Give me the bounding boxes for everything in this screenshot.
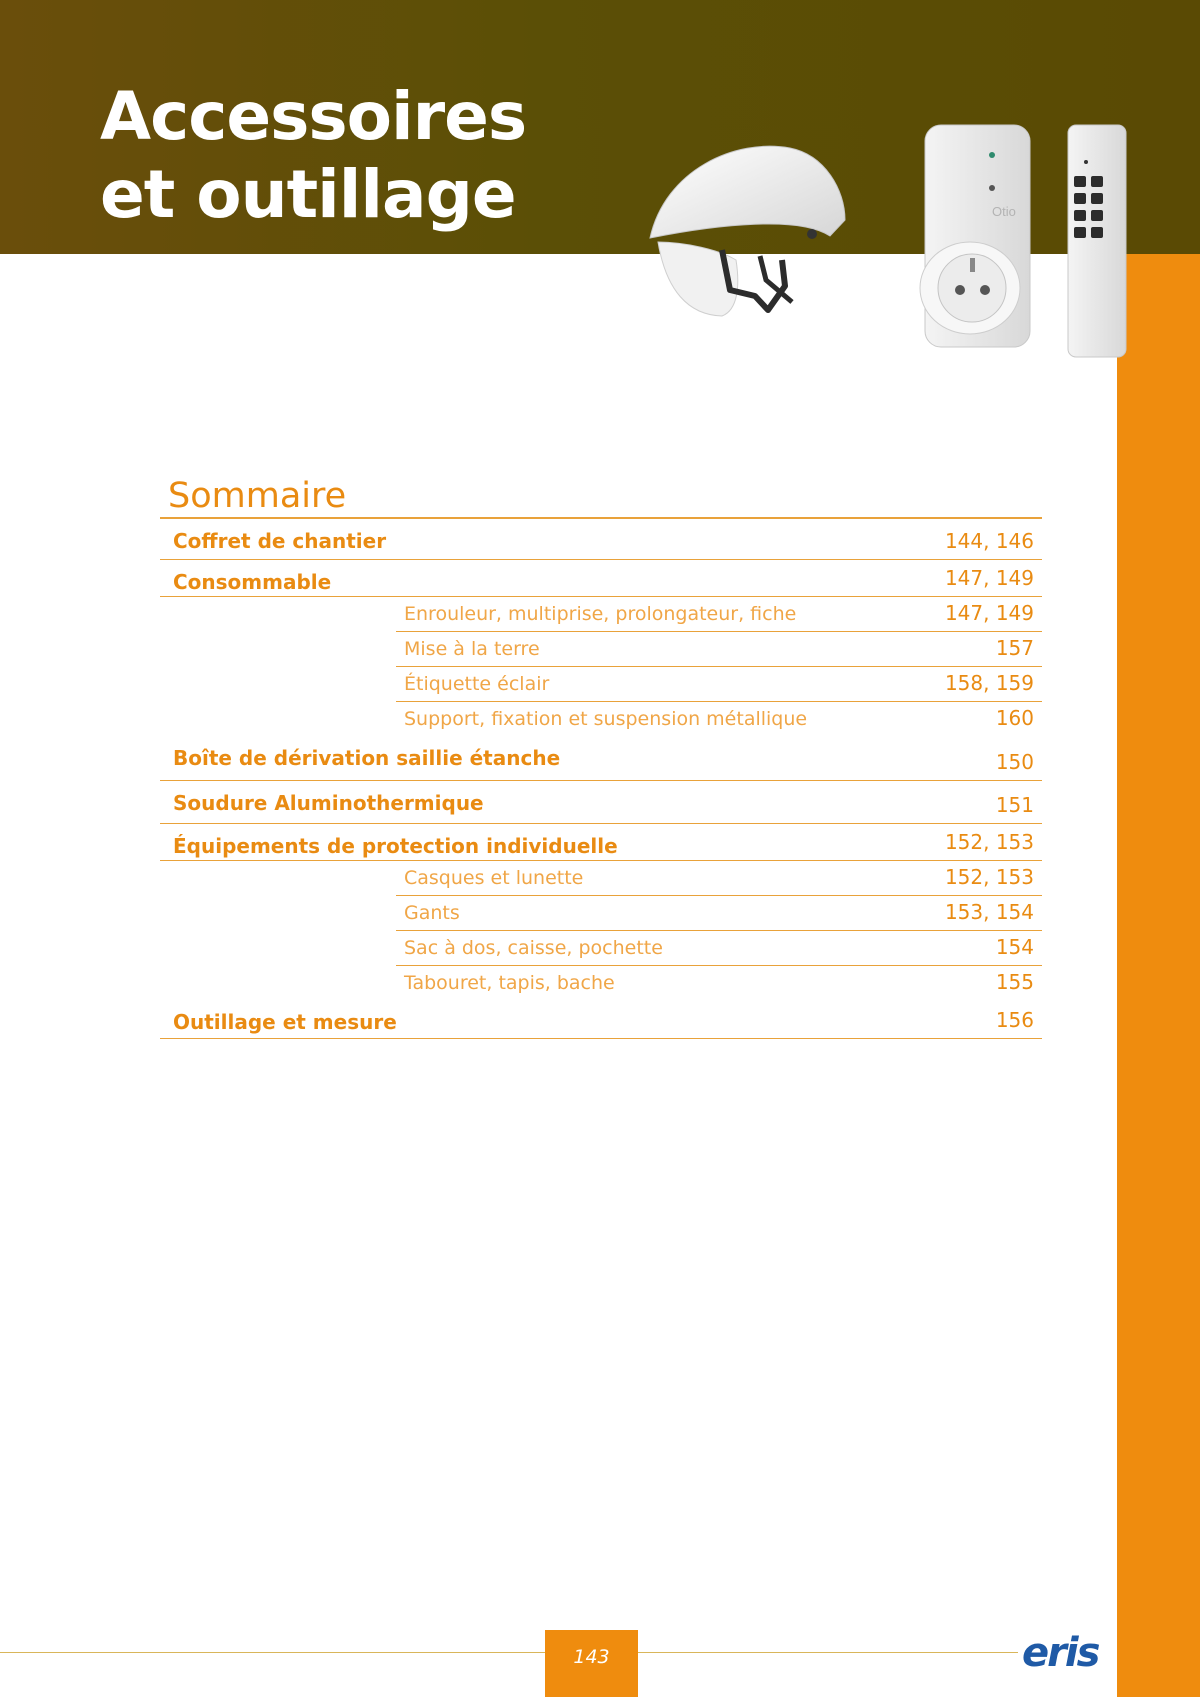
toc-subentry-label: Gants — [404, 902, 460, 924]
toc-row[interactable] — [160, 1000, 1042, 1039]
eris-logo — [1020, 1626, 1110, 1676]
toc-subentry-pages: 158, 159 — [944, 671, 1034, 695]
toc-subentry-pages: 153, 154 — [944, 900, 1034, 924]
toc-subrow[interactable] — [396, 861, 1042, 896]
toc-subentry-label: Enrouleur, multiprise, prolongateur, fiche — [404, 603, 797, 625]
toc-subentry-label: Tabouret, tapis, bache — [404, 972, 615, 994]
toc-row[interactable] — [160, 736, 1042, 781]
toc-subrow[interactable] — [396, 667, 1042, 702]
toc-row[interactable] — [160, 560, 1042, 597]
footer-rule-left — [0, 1652, 545, 1653]
toc-entry-label: Équipements de protection individuelle — [173, 834, 618, 858]
toc-subentry-pages: 152, 153 — [944, 865, 1034, 889]
toc-entry-pages: 156 — [995, 1008, 1034, 1032]
toc-subrow[interactable] — [396, 931, 1042, 966]
toc-subrow[interactable] — [396, 597, 1042, 632]
toc-row[interactable] — [160, 781, 1042, 824]
eris-logo-text: eris — [1022, 1630, 1099, 1676]
toc-entry-pages: 147, 149 — [944, 566, 1034, 590]
page-title-line-1: Accessoires — [100, 78, 527, 155]
toc-subrow[interactable] — [396, 632, 1042, 667]
toc-heading: Sommaire — [168, 476, 347, 516]
page-title-line-2: et outillage — [100, 156, 516, 233]
toc-subentry-pages: 155 — [995, 970, 1034, 994]
toc-subentry-pages: 160 — [995, 706, 1034, 730]
toc-subrow[interactable] — [396, 966, 1042, 1000]
remote-socket-icon — [920, 125, 1030, 347]
toc-subentry-label: Support, fixation et suspension métallique — [404, 708, 808, 730]
remote-control-icon — [1068, 125, 1126, 357]
toc-entry-pages: 152, 153 — [944, 830, 1034, 854]
side-accent-bar — [1117, 254, 1200, 1697]
toc-entry-label: Boîte de dérivation saillie étanche — [173, 746, 561, 770]
toc-subentry-label: Étiquette éclair — [404, 673, 550, 695]
toc-subrow[interactable] — [396, 702, 1042, 736]
toc-row[interactable] — [160, 519, 1042, 560]
product-images — [640, 110, 1140, 370]
toc-subrow[interactable] — [396, 896, 1042, 931]
toc-entry-label: Consommable — [173, 570, 332, 594]
toc-subentry-label: Mise à la terre — [404, 638, 540, 660]
toc-entry-pages: 144, 146 — [944, 529, 1034, 553]
socket-brand-label: Otio — [992, 204, 1016, 219]
page-title — [100, 78, 526, 234]
toc-subentry-pages: 147, 149 — [944, 601, 1034, 625]
footer-rule-right — [638, 1652, 1018, 1653]
page-number: 143 — [545, 1630, 638, 1697]
table-of-contents — [160, 475, 1042, 1039]
safety-helmet-icon — [650, 146, 845, 316]
toc-row[interactable] — [160, 824, 1042, 861]
toc-entry-label: Outillage et mesure — [173, 1010, 397, 1034]
toc-subentry-pages: 154 — [995, 935, 1034, 959]
toc-entry-pages: 151 — [995, 793, 1034, 817]
toc-subentry-label: Sac à dos, caisse, pochette — [404, 937, 663, 959]
toc-entry-pages: 150 — [995, 750, 1034, 774]
toc-entry-label: Soudure Aluminothermique — [173, 791, 484, 815]
toc-subentry-label: Casques et lunette — [404, 867, 584, 889]
toc-subentry-pages: 157 — [995, 636, 1034, 660]
toc-entry-label: Coffret de chantier — [173, 529, 387, 553]
